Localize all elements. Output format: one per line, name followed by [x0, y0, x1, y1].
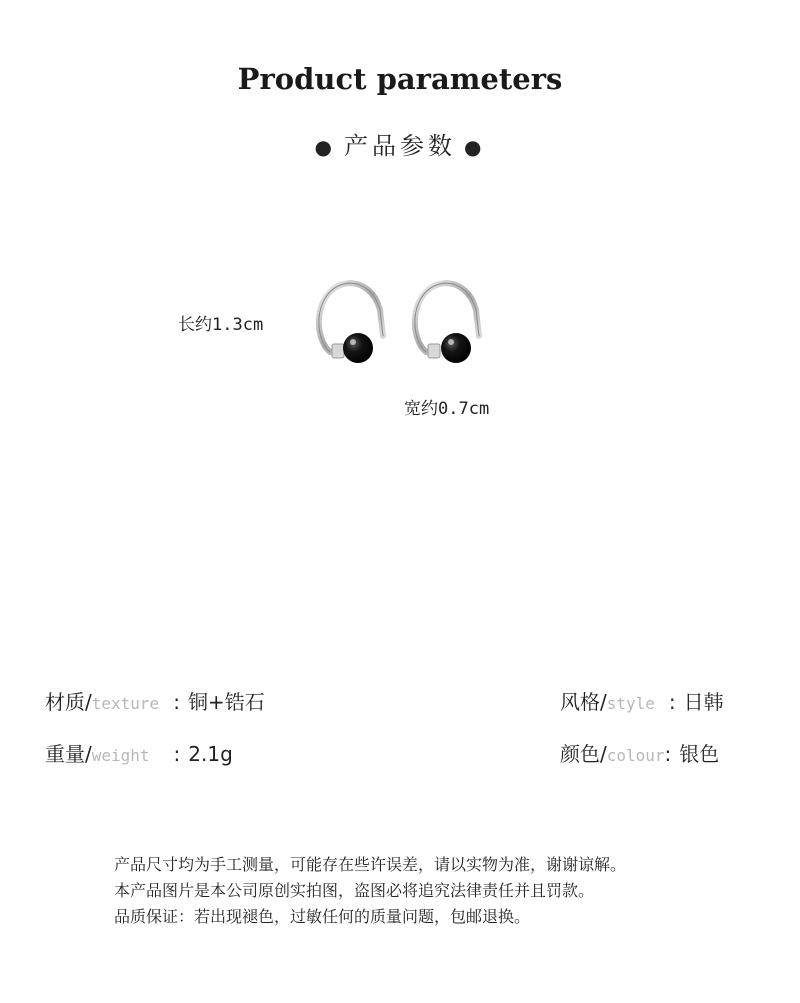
bullet-icon: ●: [464, 135, 486, 159]
spec-color-label: 颜色/: [560, 742, 607, 766]
spec-style-label: 风格/: [560, 690, 607, 714]
page-subtitle: [0, 126, 800, 161]
spec-color: 颜色/colour: 银色: [560, 742, 720, 766]
earring-left-image: [308, 276, 388, 376]
note-line: 产品尺寸均为手工测量，可能存在些许误差，请以实物为准，谢谢谅解。: [114, 855, 627, 874]
bullet-icon: ●: [314, 135, 336, 159]
subtitle-text: 产品参数: [344, 132, 456, 160]
spec-style: 风格/style : 日韩: [560, 690, 724, 714]
length-label: 长约1.3cm: [178, 315, 264, 335]
spec-material-label: 材质/: [45, 690, 92, 714]
width-label: 宽约0.7cm: [404, 399, 490, 419]
spec-color-en: colour: [606, 746, 665, 765]
spec-color-value: 银色: [679, 742, 720, 766]
spec-material: 材质/texture : 铜+锆石: [45, 690, 265, 714]
spec-style-value: 日韩: [683, 690, 724, 714]
spec-style-en: style: [606, 694, 655, 713]
spec-weight: 重量/weight : 2.1g: [45, 742, 233, 766]
note-line: 本产品图片是本公司原创实拍图，盗图必将追究法律责任并且罚款。: [114, 881, 595, 900]
spec-weight-value: 2.1g: [188, 742, 233, 766]
spec-material-value: 铜+锆石: [187, 690, 265, 714]
notes: [114, 852, 626, 930]
earring-right-image: [404, 276, 484, 376]
spec-material-en: texture: [91, 694, 160, 713]
note-line: 品质保证：若出现褪色，过敏任何的质量问题，包邮退换。: [114, 907, 531, 926]
page-title: Product parameters: [237, 62, 563, 96]
spec-weight-en: weight: [91, 746, 150, 765]
spec-weight-label: 重量/: [45, 742, 92, 766]
